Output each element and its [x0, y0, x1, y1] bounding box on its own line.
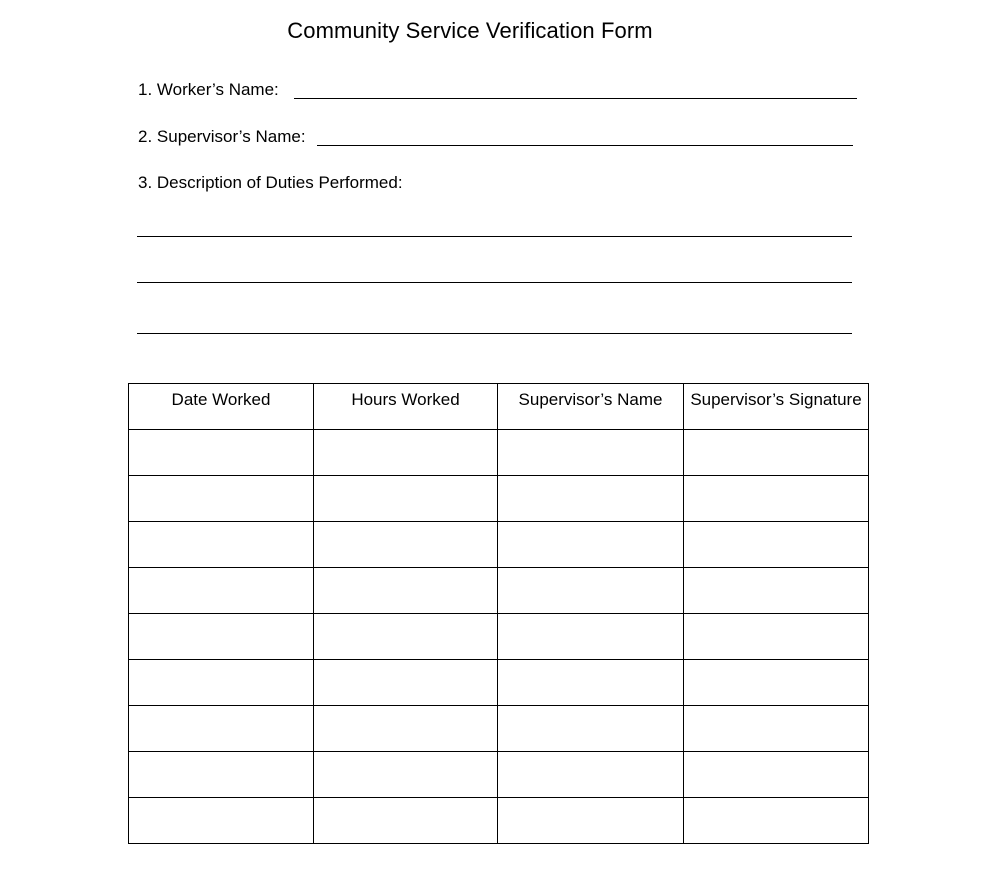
supervisor-signature-cell[interactable]: [684, 798, 869, 844]
supervisor-name-cell[interactable]: [498, 430, 684, 476]
supervisor-signature-cell[interactable]: [684, 476, 869, 522]
date-worked-cell[interactable]: [129, 798, 314, 844]
service-log-table: [128, 383, 869, 844]
table-header-row: [129, 384, 869, 430]
date-worked-cell[interactable]: [129, 568, 314, 614]
table-row: [129, 660, 869, 706]
date-worked-cell[interactable]: [129, 476, 314, 522]
hours-worked-cell[interactable]: [314, 614, 498, 660]
supervisor-name-cell[interactable]: [498, 568, 684, 614]
supervisor-name-cell[interactable]: [498, 522, 684, 568]
description-label: 3. Description of Duties Performed:: [138, 173, 403, 192]
date-worked-cell[interactable]: [129, 660, 314, 706]
supervisor-signature-cell[interactable]: [684, 752, 869, 798]
supervisor-name-cell[interactable]: [498, 614, 684, 660]
supervisor-signature-cell[interactable]: [684, 568, 869, 614]
supervisor-name-cell[interactable]: [498, 706, 684, 752]
worker-name-field[interactable]: [294, 98, 857, 99]
date-worked-cell[interactable]: [129, 614, 314, 660]
page-title: Community Service Verification Form: [287, 18, 653, 43]
date-worked-cell[interactable]: [129, 752, 314, 798]
description-line[interactable]: [137, 282, 852, 283]
supervisor-signature-cell[interactable]: [684, 706, 869, 752]
supervisor-name-cell[interactable]: [498, 660, 684, 706]
supervisor-name-field[interactable]: [317, 145, 853, 146]
column-header-supervisor-signature: Supervisor’s Signature: [684, 384, 869, 430]
supervisor-signature-cell[interactable]: [684, 614, 869, 660]
worker-name-label: 1. Worker’s Name:: [138, 80, 279, 99]
table-row: [129, 706, 869, 752]
hours-worked-cell[interactable]: [314, 798, 498, 844]
hours-worked-cell[interactable]: [314, 752, 498, 798]
hours-worked-cell[interactable]: [314, 522, 498, 568]
date-worked-cell[interactable]: [129, 706, 314, 752]
column-header-supervisor-name: Supervisor’s Name: [498, 384, 684, 430]
supervisor-name-label: 2. Supervisor’s Name:: [138, 127, 306, 146]
hours-worked-cell[interactable]: [314, 430, 498, 476]
table-row: [129, 522, 869, 568]
table-row: [129, 798, 869, 844]
table-row: [129, 568, 869, 614]
table-row: [129, 752, 869, 798]
supervisor-name-cell[interactable]: [498, 798, 684, 844]
column-header-date-worked: Date Worked: [129, 384, 314, 430]
hours-worked-cell[interactable]: [314, 568, 498, 614]
hours-worked-cell[interactable]: [314, 706, 498, 752]
table-row: [129, 430, 869, 476]
supervisor-signature-cell[interactable]: [684, 660, 869, 706]
table-body: [129, 430, 869, 844]
table-row: [129, 476, 869, 522]
description-line[interactable]: [137, 333, 852, 334]
table-row: [129, 614, 869, 660]
hours-worked-cell[interactable]: [314, 476, 498, 522]
supervisor-signature-cell[interactable]: [684, 522, 869, 568]
date-worked-cell[interactable]: [129, 522, 314, 568]
description-line[interactable]: [137, 236, 852, 237]
supervisor-name-cell[interactable]: [498, 752, 684, 798]
supervisor-signature-cell[interactable]: [684, 430, 869, 476]
hours-worked-cell[interactable]: [314, 660, 498, 706]
column-header-hours-worked: Hours Worked: [314, 384, 498, 430]
supervisor-name-cell[interactable]: [498, 476, 684, 522]
date-worked-cell[interactable]: [129, 430, 314, 476]
